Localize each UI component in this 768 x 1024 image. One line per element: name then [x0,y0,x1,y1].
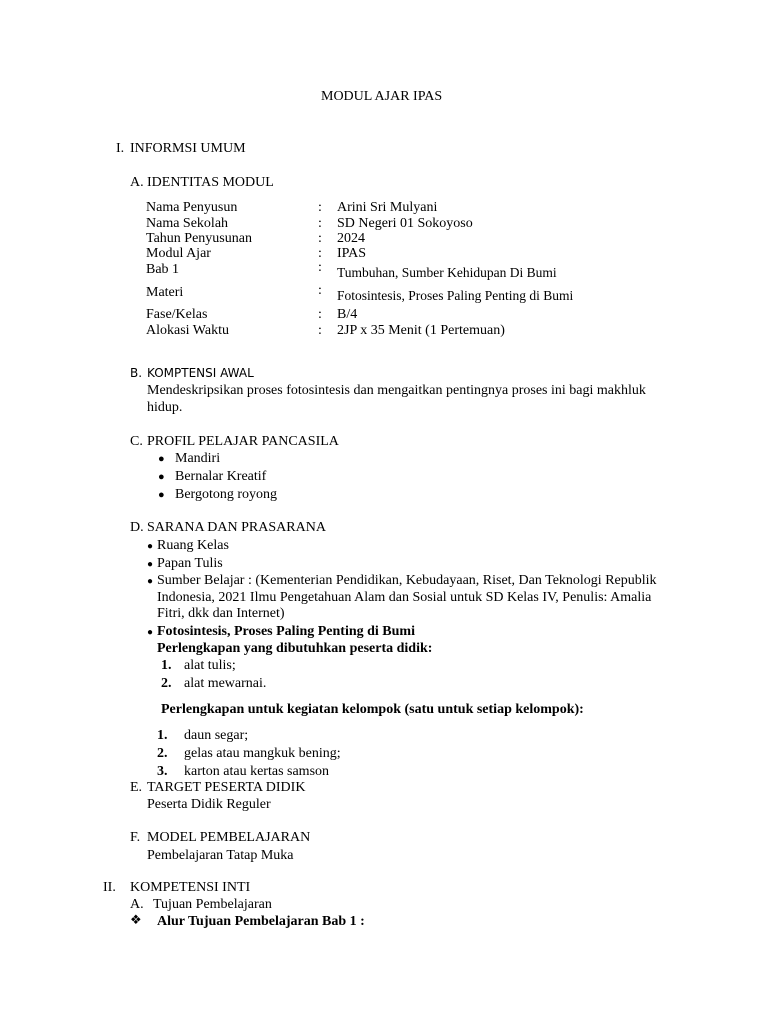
identity-label: Tahun Penyusunan [146,231,252,246]
subsection-f-letter: F. [130,830,141,845]
identity-label: Fase/Kelas [146,307,208,322]
identity-value: Fotosintesis, Proses Paling Penting di Bumi [337,288,574,303]
bullet-icon: ● [147,559,154,570]
sumber-line: Sumber Belajar : (Kementerian Pendidikan, Kebudayaan, Riset, Dan Teknologi Republik [157,573,657,588]
list-item: Bernalar Kreatif [175,469,267,484]
subsection-f-heading: MODEL PEMBELAJARAN [147,830,311,845]
section-2-a-letter: A. [130,897,144,912]
kelompok-heading: Perlengkapan untuk kegiatan kelompok (satu untuk setiap kelompok): [161,702,584,717]
bullet-icon: ● [147,541,154,552]
identity-colon: : [318,260,322,275]
fotosintesis-title: Fotosintesis, Proses Paling Penting di Bumi [157,624,415,639]
identity-value: IPAS [337,246,367,261]
diamond-bullet-icon: ❖ [130,913,142,928]
tujuan-pembelajaran: Tujuan Pembelajaran [153,897,272,912]
identity-value: 2024 [337,231,365,246]
bullet-icon: ● [147,576,154,587]
list-number: 3. [157,764,168,779]
subsection-a-heading: IDENTITAS MODUL [147,175,274,190]
kompetensi-text-line: Mendeskripsikan proses fotosintesis dan mengaitkan pentingnya proses ini bagi makhluk [147,383,646,398]
bullet-icon: ● [147,627,154,638]
subsection-b-letter: B. [130,366,143,380]
subsection-d-heading: SARANA DAN PRASARANA [147,520,326,535]
identity-value: SD Negeri 01 Sokoyoso [337,216,473,231]
bullet-icon: ● [158,489,165,501]
bullet-icon: ● [158,453,165,465]
identity-colon: : [318,200,322,215]
identity-label: Bab 1 [146,262,180,277]
section-2-number: II. [103,880,116,895]
model-text: Pembelajaran Tatap Muka [147,848,294,863]
identity-label: Materi [146,285,184,300]
perlengkapan-heading: Perlengkapan yang dibutuhkan peserta didik: [157,641,433,656]
sumber-line: Fitri, dkk dan Internet) [157,606,285,621]
identity-value: Arini Sri Mulyani [337,200,438,215]
list-item: Ruang Kelas [157,538,229,553]
subsection-c-letter: C. [130,434,143,449]
list-item: Papan Tulis [157,556,223,571]
subsection-d-letter: D. [130,520,144,535]
identity-label: Nama Penyusun [146,200,238,215]
list-item: Mandiri [175,451,221,466]
list-number: 1. [161,658,172,673]
identity-value: B/4 [337,307,358,322]
section-2-heading: KOMPETENSI INTI [130,880,251,895]
identity-colon: : [318,323,322,338]
identity-value: Tumbuhan, Sumber Kehidupan Di Bumi [337,265,557,280]
section-1-heading: INFORMSI UMUM [130,141,246,156]
identity-colon: : [318,231,322,246]
list-item: alat mewarnai. [184,676,267,691]
list-item: karton atau kertas samson [184,764,330,779]
page-title: MODUL AJAR IPAS [321,89,443,104]
subsection-a-letter: A. [130,175,144,190]
identity-value: 2JP x 35 Menit (1 Pertemuan) [337,323,505,338]
identity-label: Nama Sekolah [146,216,229,231]
section-1-number: I. [116,141,125,156]
identity-colon: : [318,246,322,261]
identity-label: Alokasi Waktu [146,323,229,338]
alur-tujuan-heading: Alur Tujuan Pembelajaran Bab 1 : [157,914,365,929]
subsection-e-heading: TARGET PESERTA DIDIK [147,780,306,795]
list-number: 2. [161,676,172,691]
identity-colon: : [318,216,322,231]
kompetensi-text-line: hidup. [147,400,183,415]
list-item: alat tulis; [184,658,236,673]
target-text: Peserta Didik Reguler [147,797,271,812]
list-number: 1. [157,728,168,743]
list-item: gelas atau mangkuk bening; [184,746,341,761]
identity-colon: : [318,307,322,322]
sumber-line: Indonesia, 2021 Ilmu Pengetahuan Alam dan Sosial untuk SD Kelas IV, Penulis: Amalia [157,590,652,605]
list-number: 2. [157,746,168,761]
list-item: Bergotong royong [175,487,278,502]
bullet-icon: ● [158,471,165,483]
identity-colon: : [318,283,322,298]
identity-label: Modul Ajar [146,246,211,261]
subsection-b-heading: KOMPTENSI AWAL [147,366,254,380]
subsection-c-heading: PROFIL PELAJAR PANCASILA [147,434,339,449]
subsection-e-letter: E. [130,780,143,795]
list-item: daun segar; [184,728,249,743]
